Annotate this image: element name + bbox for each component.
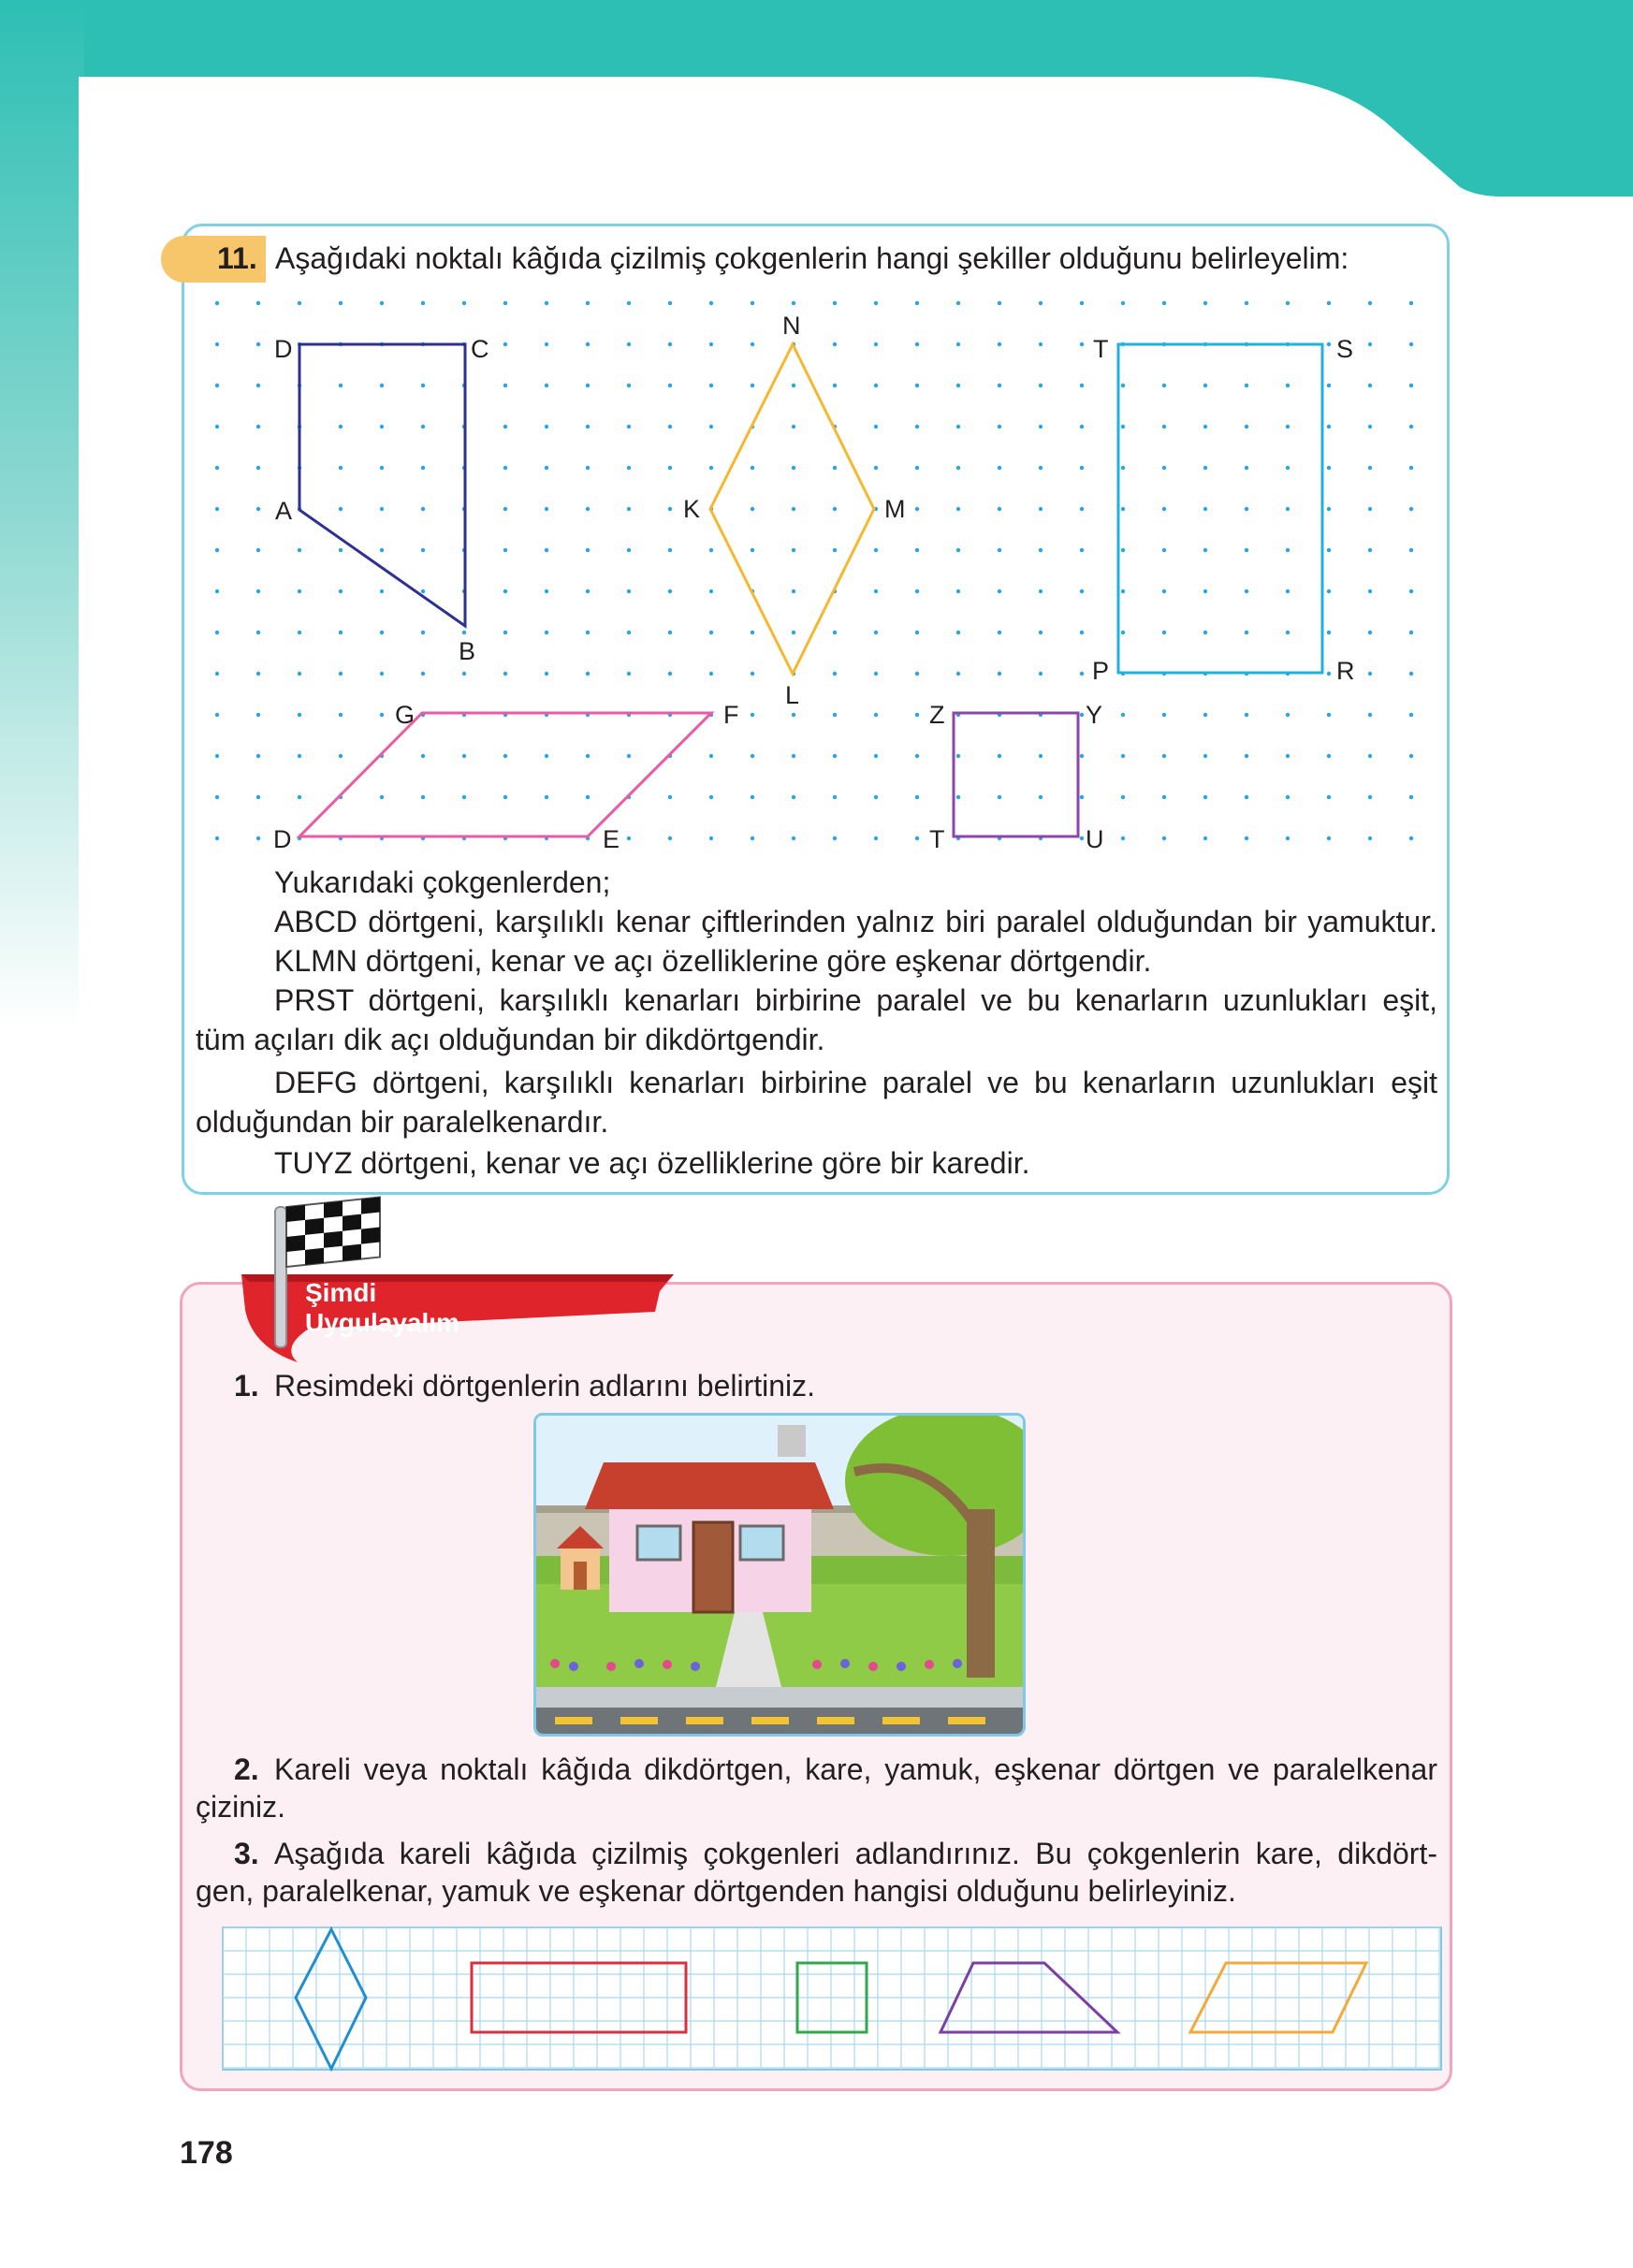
label-prst-s: S	[1336, 335, 1354, 363]
explanation-defg-line2: olduğundan bir paralelkenardır.	[196, 1105, 609, 1139]
explanation-abcd: ABCD dörtgeni, karşılıklı kenar çiftlerinden yalnız biri paralel olduğundan bir yamuktur.	[274, 905, 1437, 938]
label-prst-r: R	[1336, 657, 1355, 685]
practice-q2-line1: Kareli veya noktalı kâğıda dikdörtgen, kare, yamuk, eşkenar dörtgen ve paralelkenar	[274, 1752, 1437, 1786]
label-klmn-k: K	[683, 495, 701, 523]
practice-q1-number: 1.	[234, 1369, 259, 1403]
question-prompt: Aşağıdaki noktalı kâğıda çizilmiş çokgenlerin hangi şekiller olduğunu belirleyelim:	[275, 241, 1349, 275]
practice-q3-line1: Aşağıda kareli kâğıda çizilmiş çokgenleri adlandırınız. Bu çokgenlerin kare, dikdört-	[274, 1837, 1437, 1870]
explanation-intro: Yukarıdaki çokgenlerden;	[274, 865, 611, 899]
practice-q1-text: Resimdeki dörtgenlerin adlarını belirtiniz.	[274, 1369, 816, 1403]
label-prst-t: T	[1093, 335, 1109, 363]
question-number: 11.	[217, 241, 257, 275]
explanation-defg-line1: DEFG dörtgeni, karşılıklı kenarları birbirine paralel ve bu kenarların uzunlukları eşit	[274, 1066, 1437, 1099]
label-abcd-c: C	[471, 335, 489, 363]
label-abcd-a: A	[275, 497, 293, 525]
practice-q2-number: 2.	[234, 1752, 259, 1786]
label-defg-f: F	[723, 701, 739, 729]
label-klmn-l: L	[785, 681, 800, 709]
practice-q2-line2: çiziniz.	[196, 1790, 286, 1824]
banner-line2: Uygulayalım	[305, 1308, 459, 1337]
label-tuyz-u: U	[1086, 825, 1104, 853]
page-number: 178	[180, 2135, 233, 2171]
explanation-klmn: KLMN dörtgeni, kenar ve açı özelliklerine göre eşkenar dörtgendir.	[274, 944, 1152, 978]
label-tuyz-z: Z	[929, 701, 945, 729]
label-defg-g: G	[395, 701, 416, 729]
label-klmn-n: N	[782, 312, 801, 340]
explanation-tuyz: TUYZ dörtgeni, kenar ve açı özelliklerine göre bir karedir.	[274, 1146, 1030, 1180]
explanation-prst-line1: PRST dörtgeni, karşılıklı kenarları birbirine paralel ve bu kenarların uzunlukları eşit,	[274, 983, 1437, 1017]
label-abcd-b: B	[459, 637, 476, 665]
label-abcd-d: D	[274, 335, 293, 363]
label-defg-d: D	[273, 825, 292, 853]
label-tuyz-t: T	[929, 825, 945, 853]
practice-q3-line2: gen, paralelkenar, yamuk ve eşkenar dörtgenden hangisi olduğunu belirleyiniz.	[196, 1874, 1236, 1908]
label-tuyz-y: Y	[1086, 701, 1103, 729]
label-prst-p: P	[1092, 657, 1110, 685]
practice-q3-number: 3.	[234, 1837, 259, 1870]
explanation-prst-line2: tüm açıları dik açı olduğundan bir dikdörtgendir.	[196, 1023, 825, 1056]
banner-line1: Şimdi	[305, 1278, 377, 1307]
label-klmn-m: M	[884, 495, 906, 523]
label-defg-e: E	[603, 825, 620, 853]
